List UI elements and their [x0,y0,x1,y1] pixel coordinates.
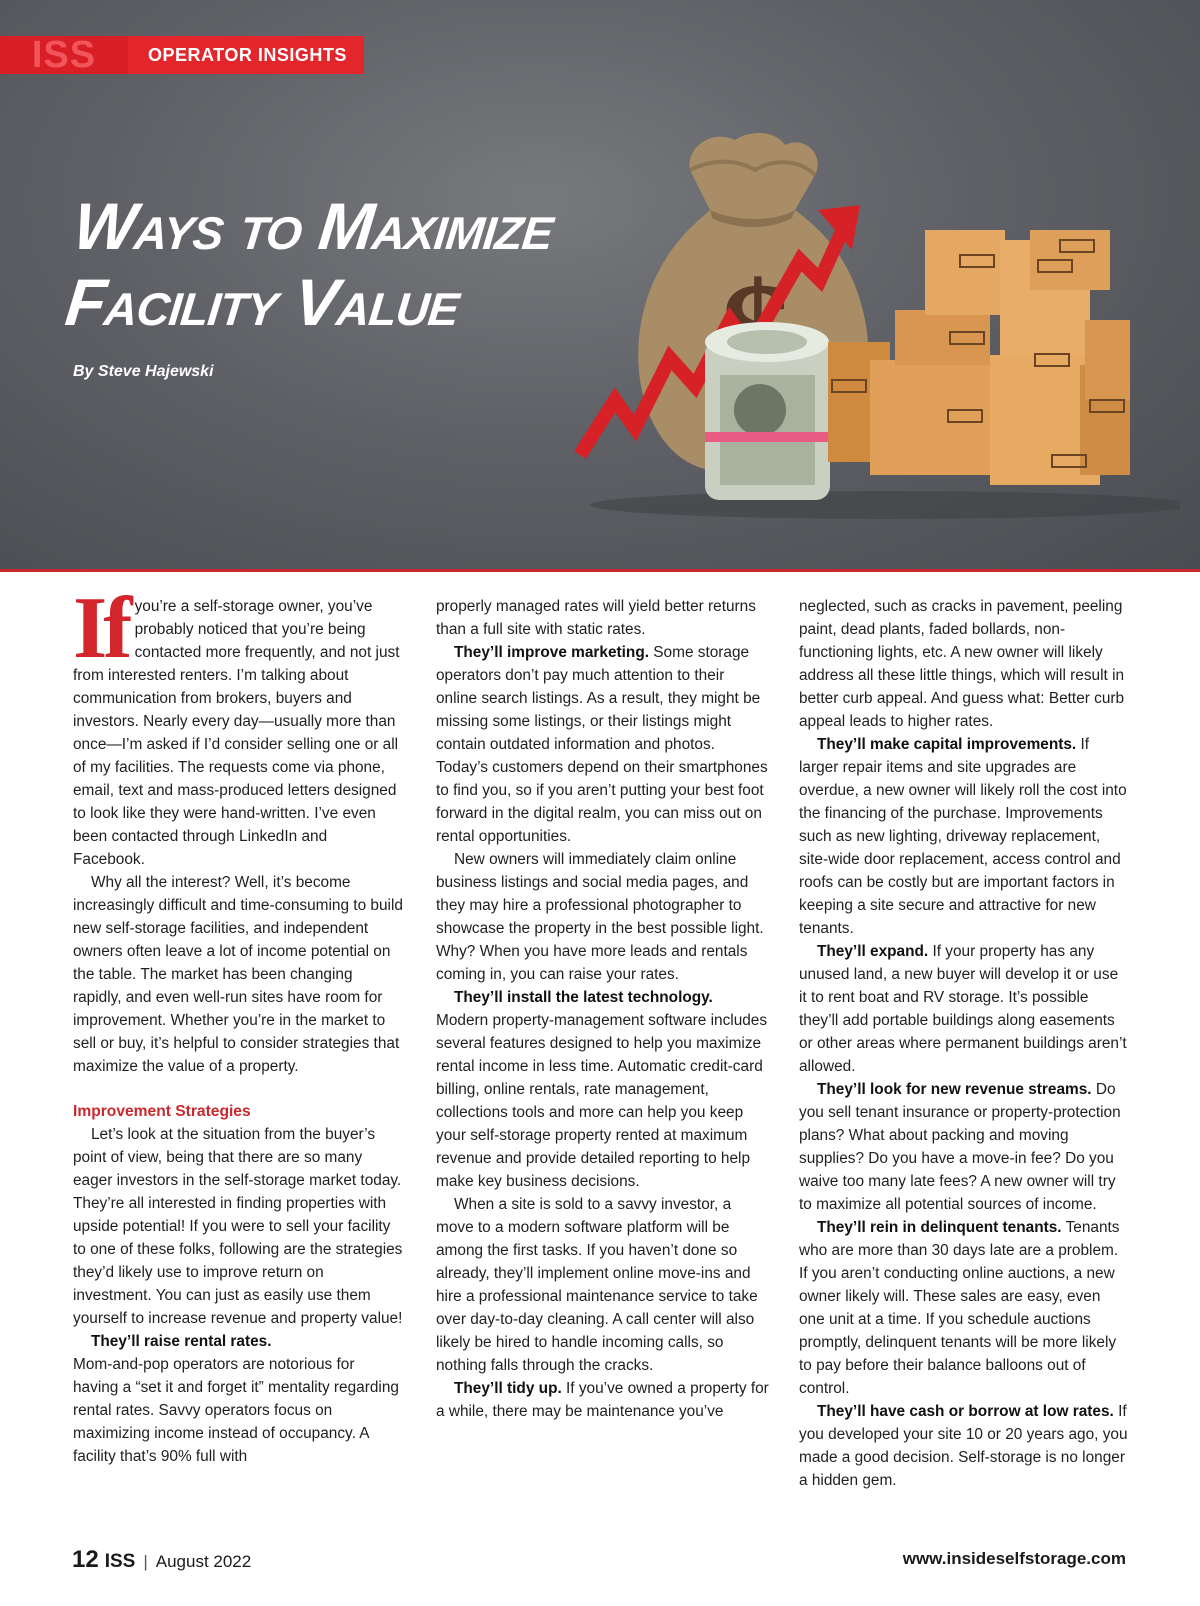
paragraph-text: Some storage operators don’t pay much attention to their online search listings. As a result, they might be missing some listings, or their listings might contain outdated information and photos. Today’s customers depend on their smartphones to find you, so if you aren’t putting your best foot forward in the digital realm, you can miss out on rental opportunities. [436,644,768,845]
subhead-improvement-strategies: Improvement Strategies [73,1103,251,1120]
paragraph: New owners will immediately claim online business listings and social media pages, and they may hire a professional photographer to showcase the property in the best possible light. Why? When you have more leads and rentals coming in, you can raise your rates. [436,851,764,983]
drop-cap: If [73,580,129,677]
title-line-2: Facility Value [62,265,463,339]
issue-date: August 2022 [155,1552,252,1571]
strategy-lead-in: They’ll have cash or borrow at low rates. [817,1403,1114,1420]
title-line-1: Ways to Maximize [70,189,557,263]
strategy-paragraph [436,1377,769,1423]
paragraph-text: Modern property-management software includes several features designed to help you maximize rental income in less time. Automatic credit-card billing, online rentals, rate management, collections tools and more can help you keep your self-storage property rented at maximum revenue and provide detailed reporting to help make key business decisions. [436,1012,768,1190]
paragraph-text: If larger repair items and site upgrades are overdue, a new owner will likely roll the cost into the financing of the purchase. Improvements such as new lighting, driveway replacement, site-wide door replacement, access control and roofs can be costly but are important factors in keeping a site secure and attractive for new tenants. [799,736,1127,937]
strategy-lead-in: They’ll improve marketing. [454,644,650,661]
intro-paragraph [73,580,403,871]
dollar-roll-icon [705,322,830,500]
strategy-paragraph [799,940,1129,1078]
strategy-paragraph [73,1330,403,1353]
strategy-lead-in: They’ll look for new revenue streams. [817,1081,1092,1098]
paragraph-text: If you developed your site 10 or 20 years ago, you made a good decision. Self-storage is no longer a hidden gem. [799,1403,1128,1489]
paragraph-text: Do you sell tenant insurance or property-protection plans? What about packing and moving supplies? Do you have a move-in fee? Do you waive too many late fees? A new owner will try to maximize all potential sources of income. [799,1081,1121,1213]
paragraph: Mom-and-pop operators are notorious for having a “set it and forget it” mentality regarding rental rates. Savvy operators focus on maximizing income instead of occupancy. A facility that’s 90% full with [73,1356,399,1465]
article-column-3 [799,595,1129,1492]
paragraph: Why all the interest? Well, it’s become increasingly difficult and time-consuming to build new self-storage facilities, and independent owners often leave a lot of income potential on the table. The market has been changing rapidly, and even well-run sites have room for improvement. Whether you’re in the market to sell or buy, it’s helpful to consider strategies that maximize the value of a property. [73,874,403,1075]
paragraph-text: If your property has any unused land, a new buyer will develop it or use it to rent boat and RV storage. It’s possible they’ll add portable buildings along easements or other areas where permanent buildings aren’t allowed. [799,943,1127,1075]
strategy-lead-in: They’ll install the latest technology. [454,989,713,1006]
strategy-lead-in: They’ll raise rental rates. [91,1333,272,1350]
page-number: 12 [72,1546,99,1573]
footer-separator: | [143,1552,148,1571]
paragraph: When a site is sold to a savvy investor, a move to a modern software platform will be among the first tasks. If you haven’t done so already, they’ll implement online move-ins and hire a professional maintenance service to take over day-to-day cleaning. A call center will also likely be hired to handle incoming calls, so nothing falls through the cracks. [436,1196,758,1374]
paragraph-text: Tenants who are more than 30 days late are a problem. If you aren’t conducting online auctions, a new owner likely will. These sales are easy, even one unit at a time. If you schedule auctions promptly, delinquent tenants will be more likely to pay before their balance balloons out of control. [799,1219,1120,1397]
strategy-paragraph [799,1400,1129,1492]
cardboard-boxes-icon [828,230,1130,485]
page-footer-left [72,1546,251,1574]
paragraph-text: If you’ve owned a property for a while, there may be maintenance you’ve [436,1380,769,1420]
article-title [62,188,638,340]
strategy-paragraph [799,1216,1129,1400]
strategy-paragraph [436,986,769,1193]
article-column-2 [436,595,769,1423]
paragraph: properly managed rates will yield better returns than a full site with static rates. [436,598,756,638]
hero-banner [0,0,1200,572]
section-tag [0,36,364,74]
paragraph: neglected, such as cracks in pavement, peeling paint, dead plants, faded bollards, non-functioning lights, etc. A new owner will likely address all these little things, which will result in better curb appeal. And guess what: Better curb appeal leads to higher rates. [799,598,1125,730]
byline: By Steve Hajewski [73,363,214,380]
strategy-lead-in: They’ll make capital improvements. [817,736,1077,753]
strategy-paragraph [799,733,1129,940]
strategy-lead-in: They’ll rein in delinquent tenants. [817,1219,1062,1236]
strategy-lead-in: They’ll expand. [817,943,929,960]
paragraph-text: you’re a self-storage owner, you’ve probably noticed that you’re being contacted more frequently, and not just from interested renters. I’m talking about communication from brokers, buyers and investors. Nearly every day—usually more than once—I’m asked if I’d consider selling one or all of my facilities. The requests come via phone, email, text and mass-produced letters designed to look like they were hand-written. I’ve even been contacted through LinkedIn and Facebook. [73,598,400,868]
website-url[interactable]: www.insideselfstorage.com [902,1549,1126,1568]
hero-illustration [560,110,1180,530]
section-label: OPERATOR INSIGHTS [148,44,347,65]
article-column-1 [73,580,403,1468]
strategy-lead-in: They’ll tidy up. [454,1380,562,1397]
publication-name: ISS [104,1551,136,1572]
iss-logo: ISS [0,36,128,74]
paragraph: Let’s look at the situation from the buyer’s point of view, being that there are so many eager investors in the self-storage market today. They’re all interested in finding properties with upside potential! If you were to sell your facility to one of these folks, following are the strategies they’d likely use to improve return on investment. You can just as easily use them yourself to increase revenue and property value! [73,1126,403,1327]
strategy-paragraph [436,641,769,848]
strategy-paragraph [799,1078,1129,1216]
